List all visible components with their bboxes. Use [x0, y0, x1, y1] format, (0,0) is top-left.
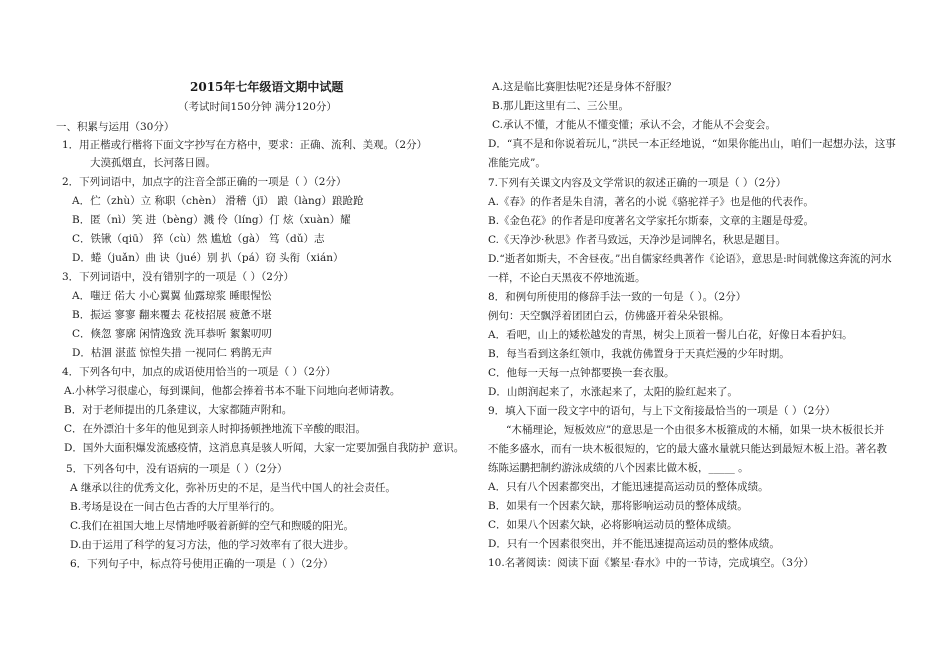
- q8-option-b: B．每当看到这条红领巾，我就仿佛置身于天真烂漫的少年时期。: [488, 348, 790, 360]
- q3-option-d: D．枯涸 湛蓝 惊惶失措 一视同仁 鸦鹊无声: [72, 347, 273, 359]
- section-heading: 一、积累与运用（30分）: [56, 121, 175, 133]
- q3-option-a: A．嗤迂 偌大 小心翼翼 仙露琼浆 睡眼惺忪: [72, 290, 272, 302]
- q2-option-c: C．铁锹（qiū） 猝（cù）然 尴尬（gà） 笃（dǔ）志: [72, 233, 325, 245]
- q9-option-d: D．只有一个因素很突出，并不能迅速提高运动员的整体成绩。: [488, 538, 780, 550]
- q9-passage-line-1: “木桶理论，短板效应”的意思是一个由很多木板箍成的木桶，如果一块木板很长并: [506, 424, 885, 436]
- q7-option-c: C.《天净沙·秋思》作者马致远，天净沙是词牌名，秋思是题目。: [488, 234, 786, 246]
- q3-option-c: C．倏忽 寥廓 闲情逸致 洗耳恭听 絮絮叨叨: [72, 328, 272, 340]
- question-8: 8．和例句所使用的修辞手法一致的一句是（ ）。（2分）: [488, 291, 747, 303]
- q7-option-d-cont: 一样，不论白天黑夜不停地流逝。: [488, 272, 646, 284]
- q5-option-d: D.由于运用了科学的复习方法，他的学习效率有了很大进步。: [70, 539, 355, 551]
- q2-option-d: D．蜷（juǎn）曲 诀（jué）别 扒（pá）窃 头衔（xián）: [72, 252, 344, 264]
- q5-option-b: B.考场是设在一间古色古香的大厅里举行的。: [70, 501, 281, 513]
- question-10: 10.名著阅读：阅读下面《繁星·春水》中的一节诗，完成填空。（3分）: [488, 557, 814, 569]
- question-1: 1．用正楷或行楷将下面文字抄写在方格中，要求：正确、流利、美观。（2分）: [62, 139, 428, 151]
- question-7: 7.下列有关课文内容及文学常识的叙述正确的一项是（ ）（2分）: [488, 177, 787, 189]
- q3-option-b: B．振运 寥寥 翻来覆去 花枝招展 疲惫不堪: [72, 309, 272, 321]
- copy-text: 大漠孤烟直，长河落日圆。: [90, 157, 216, 169]
- q9-passage-line-2: 不能多盛水，而有一块木板很短的，它的最大盛水量就只能达到最短木板上沿。著名教: [488, 443, 887, 455]
- q6-option-a: A.这是临比赛胆怯呢?还是身体不舒服？: [492, 81, 677, 93]
- q4-option-b: B．对于老师提出的几条建议，大家都随声附和。: [64, 404, 293, 416]
- question-6: 6．下列句子中，标点符号使用正确的一项是（ ）（2分）: [70, 558, 334, 570]
- question-5: 5．下列各句中，没有语病的一项是（ ）（2分）: [66, 463, 288, 475]
- q7-option-a: A.《春》的作者是朱自清，著名的小说《骆驼祥子》也是他的代表作。: [488, 196, 814, 208]
- q5-option-c: C.我们在祖国大地上尽情地呼吸着新鲜的空气和煦暖的阳光。: [70, 520, 354, 532]
- question-4: 4．下列各句中，加点的成语使用恰当的一项是（ ）（2分）: [62, 366, 336, 378]
- q8-example: 例句：天空飘浮着团团白云，仿佛盛开着朵朵银棉。: [488, 310, 730, 322]
- q8-option-a: A．看吧，山上的矮松越发的青黑，树尖上顶着一髻儿白花，好像日本看护妇。: [488, 329, 853, 341]
- q6-option-b: B.那儿距这里有二、三公里。: [492, 100, 630, 112]
- q9-option-a: A．只有八个因素都突出，才能迅速提高运动员的整体成绩。: [488, 481, 769, 493]
- q4-option-a: A.小林学习很虚心，每到课间，他都会捧着书本不耻下问地向老师请教。: [64, 385, 401, 397]
- exam-title: 2015年七年级语文期中试题: [190, 80, 344, 94]
- q2-option-a: A．伫（zhù）立 称职（chèn） 滑稽（jī） 踉（làng）踉跄跄: [72, 195, 364, 207]
- q9-option-b: B．如果有一个因素欠缺，那将影响运动员的整体成绩。: [488, 500, 748, 512]
- q7-option-b: B.《金色花》的作者是印度著名文学家托尔斯泰，文章的主题是母爱。: [488, 215, 815, 227]
- q7-option-d: D.“逝者如斯夫，不舍昼夜。”出自儒家经典著作《论语》，意思是:时间就像这奔流的河水: [488, 253, 892, 265]
- question-2: 2．下列词语中，加点字的注音全部正确的一项是（ ）（2分）: [62, 176, 347, 188]
- exam-subtitle: （考试时间150分钟 满分120分）: [178, 101, 337, 113]
- question-9: 9．填入下面一段文字中的语句，与上下文衔接最恰当的一项是（ ）（2分）: [488, 405, 836, 417]
- q9-passage-line-3: 练陈运鹏把制约游泳成绩的八个因素比做木板，_____ 。: [488, 462, 749, 474]
- q4-option-c: C．在外漂泊十多年的他见到亲人时抑扬顿挫地流下辛酸的眼泪。: [64, 423, 367, 435]
- q6-option-c: C.承认不懂，才能从不懂变懂；承认不会，才能从不会变会。: [492, 119, 776, 131]
- q5-option-a: A 继承以往的优秀文化，弥补历史的不足，是当代中国人的社会责任。: [70, 482, 396, 494]
- q8-option-d: D．山朗润起来了，水涨起来了，太阳的脸红起来了。: [488, 386, 738, 398]
- q9-option-c: C．如果八个因素欠缺，必将影响运动员的整体成绩。: [488, 519, 738, 531]
- q6-option-d: D．“真不是和你说着玩儿，”洪民一本正经地说，“如果你能出山，咱们一起想办法，这事: [488, 138, 896, 150]
- question-3: 3．下列词语中，没有错别字的一项是（ ）（2分）: [62, 271, 294, 283]
- q2-option-b: B．匿（nì）笑 进（bèng）溅 伶（líng）仃 炫（xuàn）耀: [72, 214, 351, 226]
- q4-option-d: D．国外大面积爆发流感疫情，这消息真是骇人听闻，大家一定要加强自我防护 意识。: [64, 442, 465, 454]
- q8-option-c: C．他每一天每一点钟都要换一套衣服。: [488, 367, 675, 379]
- q6-option-d-cont: 准能完成”。: [488, 157, 546, 169]
